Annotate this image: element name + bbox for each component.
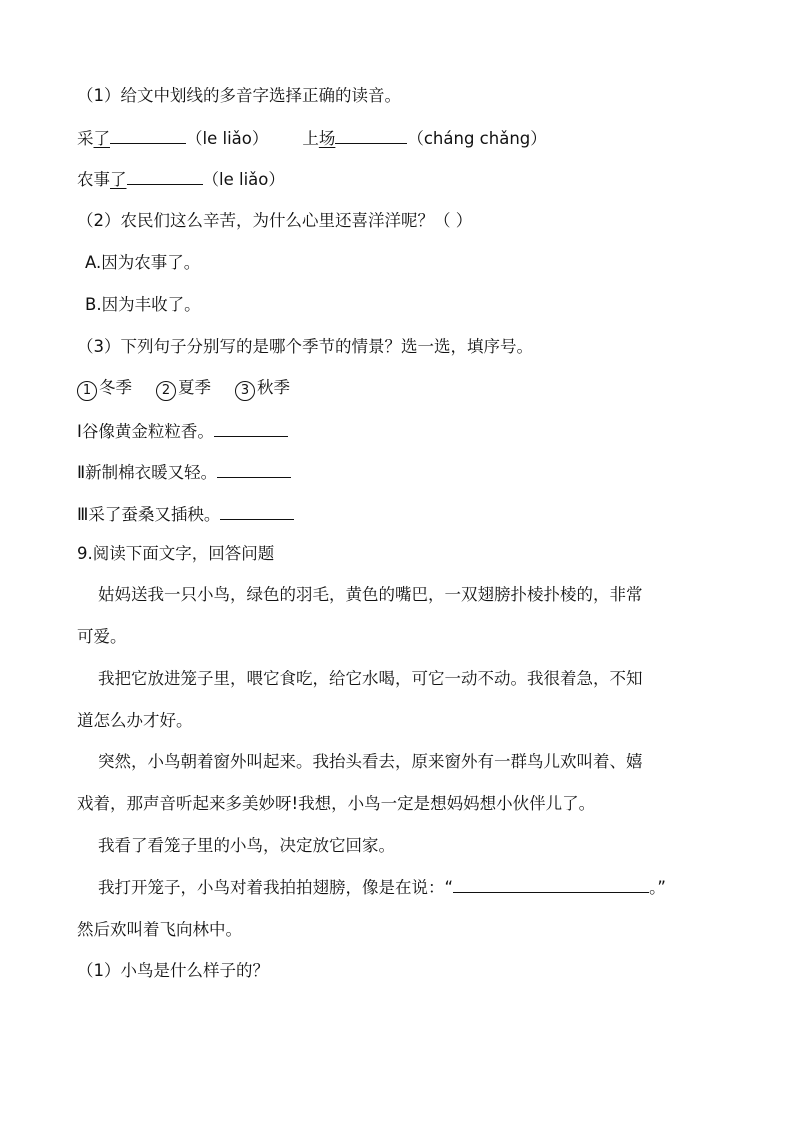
q1-row-2 (77, 168, 285, 192)
passage-p1-line2: 可爱。 (77, 627, 127, 646)
quote-blank[interactable] (453, 876, 649, 893)
q1-item3-blank[interactable] (127, 168, 203, 185)
sentence-1-blank[interactable] (214, 420, 288, 437)
sentence-1-text: Ⅰ谷像黄金粒粒香。 (77, 422, 214, 441)
q1-item2-underlined-char: 场 (318, 129, 336, 148)
q1-item1-blank[interactable] (110, 127, 186, 144)
q3-sentence-3 (77, 503, 294, 527)
p5-text-after-blank: 。” (649, 878, 666, 897)
q1-item3-options: （le liǎo） (202, 170, 285, 189)
p5-text-before-blank: 我打开笼子，小鸟对着我拍拍翅膀，像是在说：“ (98, 878, 454, 897)
q3-sentence-2 (77, 461, 291, 485)
passage-p4: 我看了看笼子里的小鸟，决定放它回家。 (98, 836, 395, 855)
passage-p2-line1: 我把它放进笼子里，喂它食吃，给它水喝，可它一动不动。我很着急，不知 (98, 669, 643, 688)
sentence-2-blank[interactable] (217, 461, 291, 478)
choice-3-label: 秋季 (257, 378, 290, 397)
q1-item2-prefix: 上 (302, 129, 319, 148)
q2-option-b: B.因为丰收了。 (85, 295, 201, 314)
q9-heading: 9.阅读下面文字，回答问题 (77, 544, 275, 563)
q1-title: （1）给文中划线的多音字选择正确的读音。 (77, 86, 401, 105)
passage-p3-line1: 突然，小鸟朝着窗外叫起来。我抬头看去，原来窗外有一群鸟儿欢叫着、嬉 (98, 752, 643, 771)
q1-item3-underlined-char: 了 (110, 170, 127, 189)
choice-3-marker: 3 (235, 381, 255, 401)
q2-option-a: A.因为农事了。 (85, 253, 201, 272)
passage-p2-line2: 道怎么办才好。 (77, 711, 193, 730)
q1-item2-options: （cháng chǎng） (407, 129, 547, 148)
sentence-3-text: Ⅲ采了蚕桑又插秧。 (77, 505, 221, 524)
choice-2-marker: 2 (156, 381, 176, 401)
sentence-2-text: Ⅱ新制棉衣暖又轻。 (77, 463, 218, 482)
passage-p1-line1: 姑妈送我一只小鸟，绿色的羽毛，黄色的嘴巴，一双翅膀扑棱扑棱的，非常 (98, 585, 643, 604)
passage-p5-line1 (98, 876, 666, 900)
q3-title: （3）下列句子分别写的是哪个季节的情景？选一选，填序号。 (77, 337, 533, 356)
q1-row-1 (77, 127, 547, 151)
q1-item1-underlined-char: 了 (93, 129, 110, 148)
q1-item1-options: （le liǎo） (186, 129, 269, 148)
choice-2-label: 夏季 (178, 378, 211, 397)
q9-sub1-title: （1）小鸟是什么样子的？ (77, 961, 269, 980)
q1-item3-prefix: 农事 (77, 170, 110, 189)
q1-item1-prefix: 采 (77, 129, 94, 148)
choice-1-label: 冬季 (99, 378, 132, 397)
passage-p5-line2: 然后欢叫着飞向林中。 (77, 920, 242, 939)
q2-title: （2）农民们这么辛苦，为什么心里还喜洋洋呢？（ ） (77, 211, 473, 230)
sentence-3-blank[interactable] (220, 503, 294, 520)
q3-choices (77, 376, 290, 401)
passage-p3-line2: 戏着，那声音听起来多美妙呀!我想，小鸟一定是想妈妈想小伙伴儿了。 (77, 794, 596, 813)
q3-sentence-1 (77, 420, 288, 444)
choice-1-marker: 1 (77, 381, 97, 401)
q1-item2-blank[interactable] (335, 127, 407, 144)
